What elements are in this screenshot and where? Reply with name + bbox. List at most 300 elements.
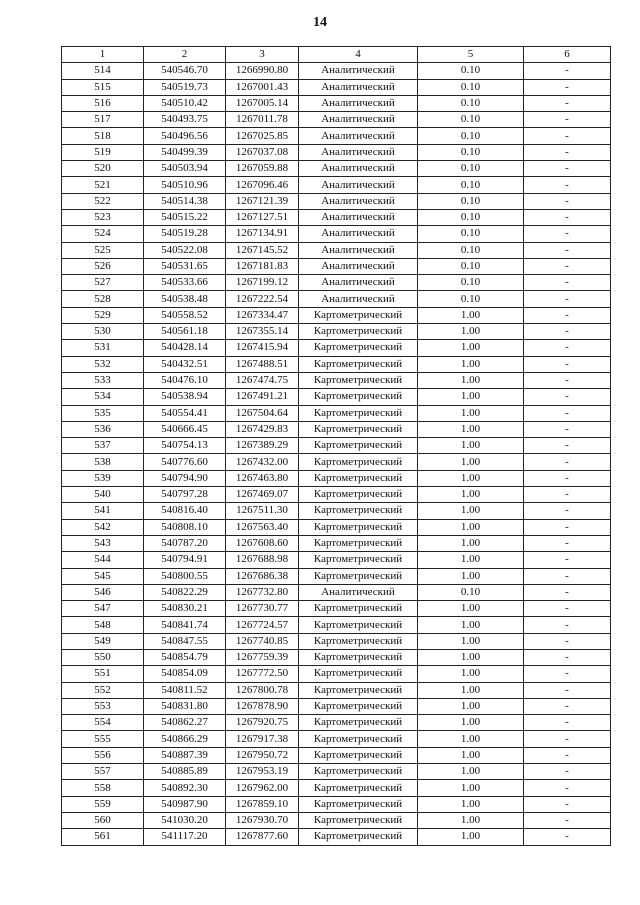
- accuracy-cell: 1.00: [418, 519, 524, 535]
- method-cell: Картометрический: [299, 454, 418, 470]
- method-cell: Картометрический: [299, 747, 418, 763]
- x-coordinate-cell: 540854.79: [144, 649, 226, 665]
- accuracy-cell: 1.00: [418, 617, 524, 633]
- note-cell: -: [524, 747, 611, 763]
- note-cell: -: [524, 291, 611, 307]
- note-cell: -: [524, 161, 611, 177]
- table-row: [62, 454, 611, 470]
- point-number-cell: 540: [62, 487, 144, 503]
- x-coordinate-cell: 541030.20: [144, 812, 226, 828]
- method-cell: Картометрический: [299, 649, 418, 665]
- accuracy-cell: 1.00: [418, 812, 524, 828]
- accuracy-cell: 1.00: [418, 356, 524, 372]
- accuracy-cell: 0.10: [418, 193, 524, 209]
- y-coordinate-cell: 1267005.14: [226, 95, 299, 111]
- note-cell: -: [524, 601, 611, 617]
- y-coordinate-cell: 1267127.51: [226, 209, 299, 225]
- x-coordinate-cell: 540887.39: [144, 747, 226, 763]
- column-header-3: 3: [226, 47, 299, 63]
- method-cell: Картометрический: [299, 829, 418, 845]
- note-cell: -: [524, 79, 611, 95]
- x-coordinate-cell: 540885.89: [144, 764, 226, 780]
- point-number-cell: 519: [62, 144, 144, 160]
- note-cell: -: [524, 454, 611, 470]
- note-cell: -: [524, 95, 611, 111]
- method-cell: Аналитический: [299, 79, 418, 95]
- x-coordinate-cell: 541117.20: [144, 829, 226, 845]
- method-cell: Картометрический: [299, 405, 418, 421]
- y-coordinate-cell: 1267917.38: [226, 731, 299, 747]
- accuracy-cell: 1.00: [418, 764, 524, 780]
- note-cell: -: [524, 324, 611, 340]
- point-number-cell: 549: [62, 633, 144, 649]
- table-header: [62, 47, 611, 63]
- y-coordinate-cell: 1267953.19: [226, 764, 299, 780]
- note-cell: -: [524, 275, 611, 291]
- point-number-cell: 528: [62, 291, 144, 307]
- accuracy-cell: 1.00: [418, 796, 524, 812]
- note-cell: -: [524, 780, 611, 796]
- y-coordinate-cell: 1267121.39: [226, 193, 299, 209]
- note-cell: -: [524, 470, 611, 486]
- method-cell: Картометрический: [299, 764, 418, 780]
- x-coordinate-cell: 540830.21: [144, 601, 226, 617]
- table-row: [62, 372, 611, 388]
- method-cell: Картометрический: [299, 389, 418, 405]
- point-number-cell: 548: [62, 617, 144, 633]
- table-row: [62, 764, 611, 780]
- accuracy-cell: 0.10: [418, 275, 524, 291]
- method-cell: Картометрический: [299, 568, 418, 584]
- table-row: [62, 829, 611, 845]
- note-cell: -: [524, 421, 611, 437]
- method-cell: Картометрический: [299, 780, 418, 796]
- point-number-cell: 552: [62, 682, 144, 698]
- y-coordinate-cell: 1267181.83: [226, 258, 299, 274]
- note-cell: -: [524, 633, 611, 649]
- table-row: [62, 340, 611, 356]
- note-cell: -: [524, 829, 611, 845]
- table-row: [62, 438, 611, 454]
- accuracy-cell: 0.10: [418, 226, 524, 242]
- accuracy-cell: 0.10: [418, 161, 524, 177]
- accuracy-cell: 0.10: [418, 242, 524, 258]
- table-row: [62, 584, 611, 600]
- y-coordinate-cell: 1267222.54: [226, 291, 299, 307]
- point-number-cell: 543: [62, 535, 144, 551]
- note-cell: -: [524, 812, 611, 828]
- method-cell: Аналитический: [299, 193, 418, 209]
- accuracy-cell: 1.00: [418, 340, 524, 356]
- note-cell: -: [524, 519, 611, 535]
- method-cell: Картометрический: [299, 519, 418, 535]
- point-number-cell: 523: [62, 209, 144, 225]
- note-cell: -: [524, 666, 611, 682]
- y-coordinate-cell: 1267688.98: [226, 552, 299, 568]
- table-row: [62, 193, 611, 209]
- point-number-cell: 537: [62, 438, 144, 454]
- point-number-cell: 520: [62, 161, 144, 177]
- table-row: [62, 161, 611, 177]
- accuracy-cell: 1.00: [418, 470, 524, 486]
- y-coordinate-cell: 1267355.14: [226, 324, 299, 340]
- note-cell: -: [524, 438, 611, 454]
- accuracy-cell: 1.00: [418, 324, 524, 340]
- note-cell: -: [524, 128, 611, 144]
- accuracy-cell: 1.00: [418, 666, 524, 682]
- table-row: [62, 95, 611, 111]
- point-number-cell: 515: [62, 79, 144, 95]
- y-coordinate-cell: 1267145.52: [226, 242, 299, 258]
- method-cell: Картометрический: [299, 796, 418, 812]
- point-number-cell: 514: [62, 63, 144, 79]
- table-row: [62, 405, 611, 421]
- method-cell: Аналитический: [299, 112, 418, 128]
- accuracy-cell: 1.00: [418, 405, 524, 421]
- accuracy-cell: 0.10: [418, 112, 524, 128]
- table-row: [62, 470, 611, 486]
- note-cell: -: [524, 209, 611, 225]
- x-coordinate-cell: 540533.66: [144, 275, 226, 291]
- y-coordinate-cell: 1267759.39: [226, 649, 299, 665]
- point-number-cell: 538: [62, 454, 144, 470]
- table-row: [62, 812, 611, 828]
- table-row: [62, 731, 611, 747]
- point-number-cell: 518: [62, 128, 144, 144]
- accuracy-cell: 1.00: [418, 747, 524, 763]
- table-row: [62, 633, 611, 649]
- x-coordinate-cell: 540561.18: [144, 324, 226, 340]
- table-row: [62, 226, 611, 242]
- y-coordinate-cell: 1267463.80: [226, 470, 299, 486]
- table-row: [62, 552, 611, 568]
- y-coordinate-cell: 1267950.72: [226, 747, 299, 763]
- x-coordinate-cell: 540787.20: [144, 535, 226, 551]
- y-coordinate-cell: 1267859.10: [226, 796, 299, 812]
- note-cell: -: [524, 307, 611, 323]
- method-cell: Картометрический: [299, 307, 418, 323]
- accuracy-cell: 1.00: [418, 389, 524, 405]
- accuracy-cell: 1.00: [418, 568, 524, 584]
- method-cell: Картометрический: [299, 535, 418, 551]
- method-cell: Картометрический: [299, 715, 418, 731]
- table-row: [62, 568, 611, 584]
- table-row: [62, 144, 611, 160]
- accuracy-cell: 1.00: [418, 698, 524, 714]
- method-cell: Аналитический: [299, 95, 418, 111]
- x-coordinate-cell: 540538.48: [144, 291, 226, 307]
- y-coordinate-cell: 1267930.70: [226, 812, 299, 828]
- x-coordinate-cell: 540531.65: [144, 258, 226, 274]
- x-coordinate-cell: 540514.38: [144, 193, 226, 209]
- table-row: [62, 503, 611, 519]
- point-number-cell: 541: [62, 503, 144, 519]
- x-coordinate-cell: 540499.39: [144, 144, 226, 160]
- point-number-cell: 531: [62, 340, 144, 356]
- note-cell: -: [524, 356, 611, 372]
- accuracy-cell: 1.00: [418, 633, 524, 649]
- table-row: [62, 258, 611, 274]
- note-cell: -: [524, 617, 611, 633]
- point-number-cell: 516: [62, 95, 144, 111]
- point-number-cell: 525: [62, 242, 144, 258]
- column-header-4: 4: [299, 47, 418, 63]
- y-coordinate-cell: 1267504.64: [226, 405, 299, 421]
- x-coordinate-cell: 540854.09: [144, 666, 226, 682]
- note-cell: -: [524, 535, 611, 551]
- y-coordinate-cell: 1267011.78: [226, 112, 299, 128]
- point-number-cell: 534: [62, 389, 144, 405]
- method-cell: Аналитический: [299, 584, 418, 600]
- point-number-cell: 536: [62, 421, 144, 437]
- accuracy-cell: 1.00: [418, 731, 524, 747]
- header-row: [62, 47, 611, 63]
- column-header-6: 6: [524, 47, 611, 63]
- y-coordinate-cell: 1267025.85: [226, 128, 299, 144]
- method-cell: Картометрический: [299, 552, 418, 568]
- point-number-cell: 544: [62, 552, 144, 568]
- y-coordinate-cell: 1267389.29: [226, 438, 299, 454]
- method-cell: Картометрический: [299, 617, 418, 633]
- y-coordinate-cell: 1267469.07: [226, 487, 299, 503]
- method-cell: Картометрический: [299, 682, 418, 698]
- note-cell: -: [524, 258, 611, 274]
- y-coordinate-cell: 1267134.91: [226, 226, 299, 242]
- note-cell: -: [524, 796, 611, 812]
- point-number-cell: 560: [62, 812, 144, 828]
- column-header-5: 5: [418, 47, 524, 63]
- accuracy-cell: 0.10: [418, 144, 524, 160]
- accuracy-cell: 1.00: [418, 454, 524, 470]
- y-coordinate-cell: 1267732.80: [226, 584, 299, 600]
- table-row: [62, 796, 611, 812]
- table-row: [62, 307, 611, 323]
- accuracy-cell: 1.00: [418, 601, 524, 617]
- accuracy-cell: 1.00: [418, 535, 524, 551]
- accuracy-cell: 0.10: [418, 584, 524, 600]
- accuracy-cell: 0.10: [418, 128, 524, 144]
- y-coordinate-cell: 1267488.51: [226, 356, 299, 372]
- point-number-cell: 535: [62, 405, 144, 421]
- y-coordinate-cell: 1267772.50: [226, 666, 299, 682]
- method-cell: Картометрический: [299, 487, 418, 503]
- accuracy-cell: 1.00: [418, 780, 524, 796]
- note-cell: -: [524, 63, 611, 79]
- x-coordinate-cell: 540522.08: [144, 242, 226, 258]
- accuracy-cell: 1.00: [418, 715, 524, 731]
- point-number-cell: 555: [62, 731, 144, 747]
- y-coordinate-cell: 1267730.77: [226, 601, 299, 617]
- y-coordinate-cell: 1267877.60: [226, 829, 299, 845]
- y-coordinate-cell: 1267608.60: [226, 535, 299, 551]
- x-coordinate-cell: 540822.29: [144, 584, 226, 600]
- x-coordinate-cell: 540519.28: [144, 226, 226, 242]
- accuracy-cell: 1.00: [418, 682, 524, 698]
- table-row: [62, 535, 611, 551]
- method-cell: Картометрический: [299, 601, 418, 617]
- method-cell: Аналитический: [299, 177, 418, 193]
- table-row: [62, 601, 611, 617]
- point-number-cell: 524: [62, 226, 144, 242]
- point-number-cell: 554: [62, 715, 144, 731]
- note-cell: -: [524, 340, 611, 356]
- point-number-cell: 553: [62, 698, 144, 714]
- point-number-cell: 550: [62, 649, 144, 665]
- note-cell: -: [524, 698, 611, 714]
- x-coordinate-cell: 540666.45: [144, 421, 226, 437]
- x-coordinate-cell: 540862.27: [144, 715, 226, 731]
- accuracy-cell: 1.00: [418, 487, 524, 503]
- x-coordinate-cell: 540892.30: [144, 780, 226, 796]
- point-number-cell: 517: [62, 112, 144, 128]
- x-coordinate-cell: 540554.41: [144, 405, 226, 421]
- y-coordinate-cell: 1267563.40: [226, 519, 299, 535]
- x-coordinate-cell: 540496.56: [144, 128, 226, 144]
- method-cell: Аналитический: [299, 144, 418, 160]
- method-cell: Картометрический: [299, 356, 418, 372]
- table-row: [62, 421, 611, 437]
- table-row: [62, 324, 611, 340]
- y-coordinate-cell: 1267878.90: [226, 698, 299, 714]
- accuracy-cell: 1.00: [418, 829, 524, 845]
- method-cell: Картометрический: [299, 421, 418, 437]
- table-row: [62, 242, 611, 258]
- table-row: [62, 356, 611, 372]
- method-cell: Картометрический: [299, 340, 418, 356]
- x-coordinate-cell: 540800.55: [144, 568, 226, 584]
- y-coordinate-cell: 1267962.00: [226, 780, 299, 796]
- point-number-cell: 532: [62, 356, 144, 372]
- method-cell: Аналитический: [299, 128, 418, 144]
- accuracy-cell: 1.00: [418, 372, 524, 388]
- x-coordinate-cell: 540797.28: [144, 487, 226, 503]
- x-coordinate-cell: 540510.42: [144, 95, 226, 111]
- note-cell: -: [524, 144, 611, 160]
- accuracy-cell: 0.10: [418, 291, 524, 307]
- point-number-cell: 539: [62, 470, 144, 486]
- method-cell: Картометрический: [299, 438, 418, 454]
- accuracy-cell: 1.00: [418, 503, 524, 519]
- y-coordinate-cell: 1267511.30: [226, 503, 299, 519]
- point-number-cell: 542: [62, 519, 144, 535]
- method-cell: Аналитический: [299, 161, 418, 177]
- point-number-cell: 546: [62, 584, 144, 600]
- y-coordinate-cell: 1267491.21: [226, 389, 299, 405]
- point-number-cell: 558: [62, 780, 144, 796]
- method-cell: Картометрический: [299, 812, 418, 828]
- x-coordinate-cell: 540841.74: [144, 617, 226, 633]
- table-row: [62, 666, 611, 682]
- x-coordinate-cell: 540538.94: [144, 389, 226, 405]
- page-number: 14: [313, 15, 327, 30]
- x-coordinate-cell: 540558.52: [144, 307, 226, 323]
- note-cell: -: [524, 682, 611, 698]
- accuracy-cell: 1.00: [418, 552, 524, 568]
- method-cell: Аналитический: [299, 275, 418, 291]
- y-coordinate-cell: 1267724.57: [226, 617, 299, 633]
- accuracy-cell: 0.10: [418, 95, 524, 111]
- y-coordinate-cell: 1267059.88: [226, 161, 299, 177]
- point-number-cell: 527: [62, 275, 144, 291]
- x-coordinate-cell: 540432.51: [144, 356, 226, 372]
- method-cell: Картометрический: [299, 324, 418, 340]
- y-coordinate-cell: 1267800.78: [226, 682, 299, 698]
- note-cell: -: [524, 552, 611, 568]
- x-coordinate-cell: 540847.55: [144, 633, 226, 649]
- y-coordinate-cell: 1267037.08: [226, 144, 299, 160]
- accuracy-cell: 0.10: [418, 258, 524, 274]
- method-cell: Картометрический: [299, 633, 418, 649]
- x-coordinate-cell: 540503.94: [144, 161, 226, 177]
- y-coordinate-cell: 1267432.00: [226, 454, 299, 470]
- accuracy-cell: 1.00: [418, 421, 524, 437]
- y-coordinate-cell: 1267474.75: [226, 372, 299, 388]
- note-cell: -: [524, 193, 611, 209]
- x-coordinate-cell: 540866.29: [144, 731, 226, 747]
- method-cell: Аналитический: [299, 291, 418, 307]
- accuracy-cell: 0.10: [418, 79, 524, 95]
- x-coordinate-cell: 540808.10: [144, 519, 226, 535]
- table-row: [62, 698, 611, 714]
- point-number-cell: 545: [62, 568, 144, 584]
- x-coordinate-cell: 540546.70: [144, 63, 226, 79]
- table-row: [62, 79, 611, 95]
- note-cell: -: [524, 731, 611, 747]
- x-coordinate-cell: 540428.14: [144, 340, 226, 356]
- method-cell: Аналитический: [299, 242, 418, 258]
- point-number-cell: 533: [62, 372, 144, 388]
- x-coordinate-cell: 540754.13: [144, 438, 226, 454]
- table-row: [62, 649, 611, 665]
- method-cell: Картометрический: [299, 698, 418, 714]
- point-number-cell: 521: [62, 177, 144, 193]
- point-number-cell: 561: [62, 829, 144, 845]
- x-coordinate-cell: 540510.96: [144, 177, 226, 193]
- table-row: [62, 128, 611, 144]
- note-cell: -: [524, 405, 611, 421]
- table-row: [62, 519, 611, 535]
- coordinates-table: [61, 46, 611, 846]
- x-coordinate-cell: 540519.73: [144, 79, 226, 95]
- note-cell: -: [524, 389, 611, 405]
- table-row: [62, 389, 611, 405]
- table-row: [62, 291, 611, 307]
- note-cell: -: [524, 568, 611, 584]
- method-cell: Картометрический: [299, 372, 418, 388]
- y-coordinate-cell: 1267686.38: [226, 568, 299, 584]
- table-row: [62, 275, 611, 291]
- x-coordinate-cell: 540493.75: [144, 112, 226, 128]
- method-cell: Картометрический: [299, 503, 418, 519]
- method-cell: Картометрический: [299, 731, 418, 747]
- y-coordinate-cell: 1267096.46: [226, 177, 299, 193]
- method-cell: Аналитический: [299, 63, 418, 79]
- point-number-cell: 529: [62, 307, 144, 323]
- table-body: [62, 63, 611, 845]
- method-cell: Картометрический: [299, 666, 418, 682]
- x-coordinate-cell: 540811.52: [144, 682, 226, 698]
- x-coordinate-cell: 540794.90: [144, 470, 226, 486]
- point-number-cell: 522: [62, 193, 144, 209]
- note-cell: -: [524, 177, 611, 193]
- y-coordinate-cell: 1267199.12: [226, 275, 299, 291]
- column-header-1: 1: [62, 47, 144, 63]
- table-row: [62, 112, 611, 128]
- accuracy-cell: 0.10: [418, 177, 524, 193]
- x-coordinate-cell: 540794.91: [144, 552, 226, 568]
- table-row: [62, 487, 611, 503]
- y-coordinate-cell: 1267001.43: [226, 79, 299, 95]
